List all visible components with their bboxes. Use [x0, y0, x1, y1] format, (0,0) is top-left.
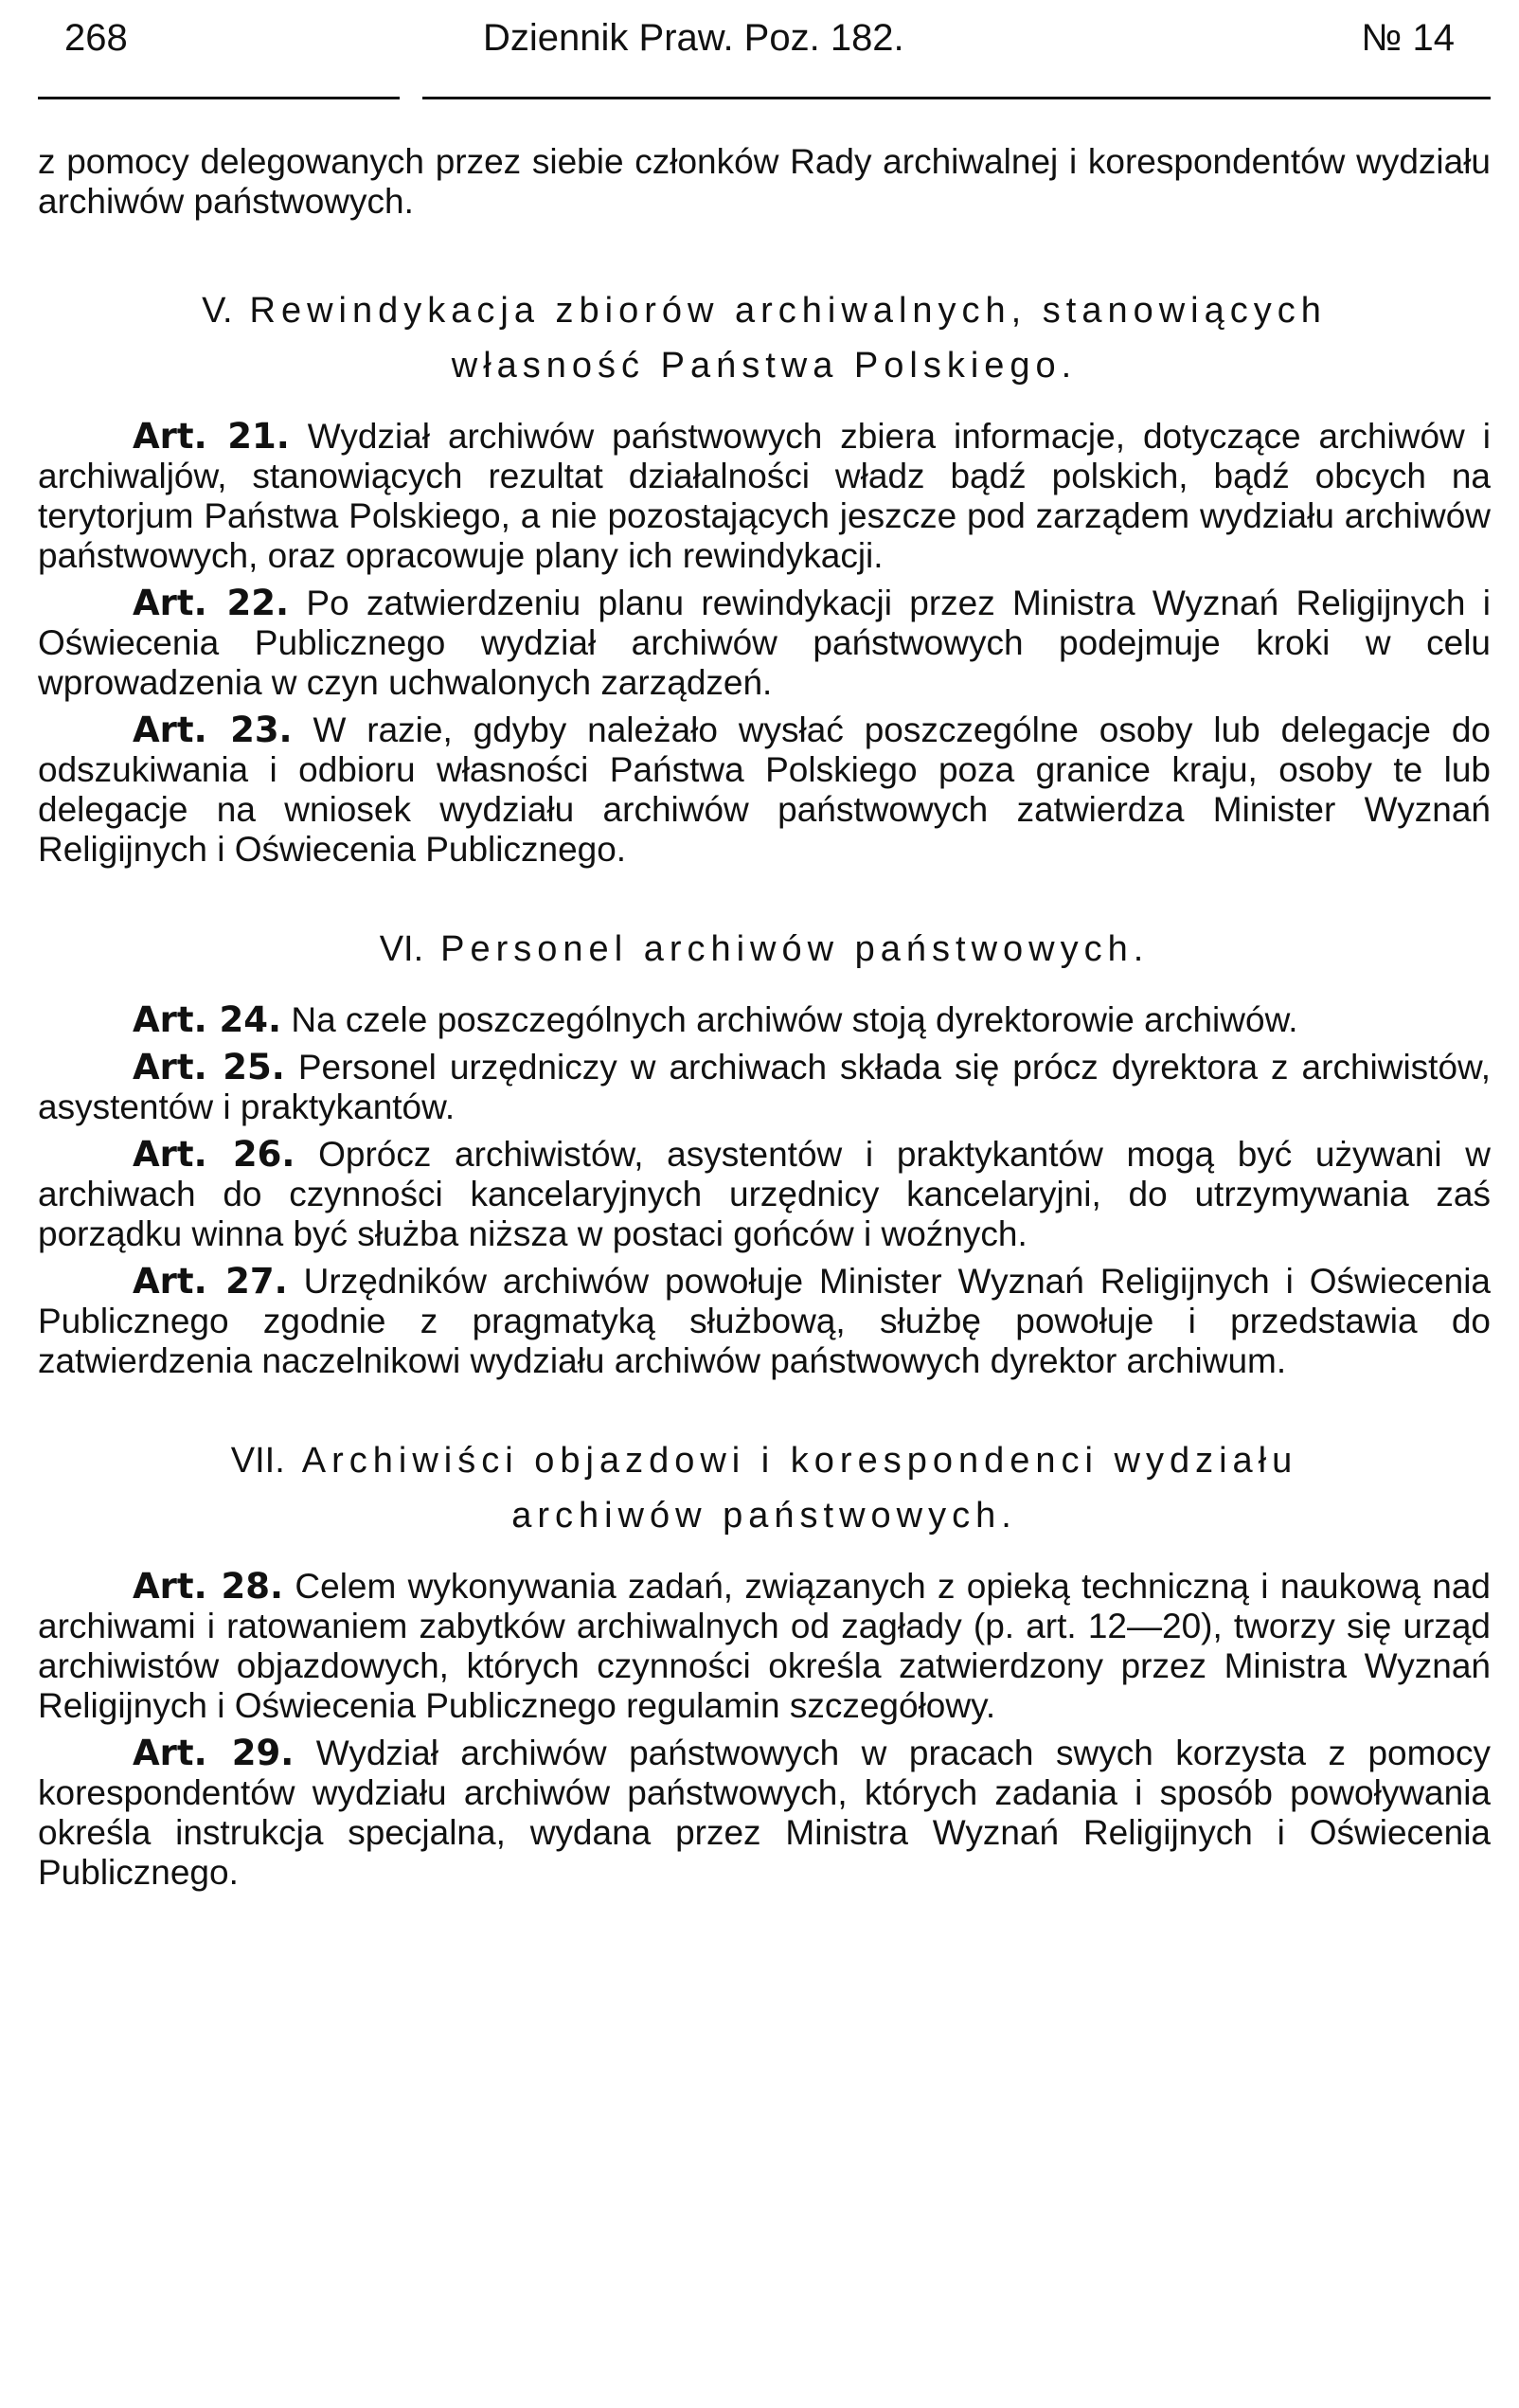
section-title-line2: własność Państwa Polskiego.	[451, 346, 1078, 386]
article-text: Wydział archiwów państwowych zbiera informacje, dotyczące archiwów i archiwaljów, stanowiących rezultat działalności władz bądź polskich, bądź obcych na terytorjum Państwa Polskiego, a nie pozostających jeszcze pod zarządem wydziału archiwów państwowych, oraz opracowuje plany ich rewindykacji.	[38, 417, 1491, 575]
article-29	[38, 1734, 1491, 1893]
article-label: Art. 28.	[133, 1566, 284, 1607]
body-text	[38, 142, 1491, 1900]
article-label: Art. 21.	[133, 416, 290, 457]
page-number: 268	[64, 17, 128, 59]
intro-paragraph: z pomocy delegowanych przez siebie członków Rady archiwalnej i korespondentów wydziału archiwów państwowych.	[38, 142, 1491, 221]
article-text: Urzędników archiwów powołuje Minister Wyznań Religijnych i Oświecenia Publicznego zgodnie z pragmatyką służbową, służbę powołuje i przedstawia do zatwierdzenia naczelnikowi wydziału archiwów państwowych dyrektor archiwum.	[38, 1262, 1491, 1380]
section-heading-vi	[38, 926, 1491, 972]
article-label: Art. 29.	[133, 1733, 295, 1773]
journal-title: Dziennik Praw. Poz. 182.	[483, 17, 904, 59]
article-text: Po zatwierdzeniu planu rewindykacji przez Ministra Wyznań Religijnych i Oświecenia Publicznego wydział archiwów państwowych podejmuje kroki w celu wprowadzenia w czyn uchwalonych zarządzeń.	[38, 584, 1491, 702]
article-text: Wydział archiwów państwowych w pracach swych korzysta z pomocy korespondentów wydziału archiwów państwowych, których zadania i sposób powoływania określa instrukcja specjalna, wydana przez Ministra Wyznań Religijnych i Oświecenia Publicznego.	[38, 1734, 1491, 1892]
section-roman: VI.	[379, 929, 424, 969]
issue-number: № 14	[1361, 17, 1455, 59]
section-title-line1: Personel archiwów państwowych.	[440, 929, 1150, 969]
article-24	[38, 1000, 1491, 1040]
section-heading-v	[38, 288, 1491, 388]
article-label: Art. 24.	[133, 999, 282, 1040]
article-22	[38, 584, 1491, 703]
page-header	[38, 11, 1468, 64]
article-label: Art. 26.	[133, 1134, 295, 1175]
article-label: Art. 27.	[133, 1261, 288, 1302]
article-text: Na czele poszczególnych archiwów stoją dyrektorowie archiwów.	[291, 1000, 1298, 1039]
section-title-line2: archiwów państwowych.	[511, 1496, 1017, 1536]
article-text: Celem wykonywania zadań, związanych z opieką techniczną i naukową nad archiwami i ratowaniem zabytków archiwalnych od zagłady (p. art. 12—20), tworzy się urząd archiwistów objazdowych, których czynności określa zatwierdzony przez Ministra Wyznań Religijnych i Oświecenia Publicznego regulamin szczegółowy.	[38, 1567, 1491, 1725]
article-26	[38, 1135, 1491, 1254]
section-roman: V.	[202, 291, 233, 331]
article-27	[38, 1262, 1491, 1381]
header-rule-left	[38, 97, 400, 99]
article-text: W razie, gdyby należało wysłać poszczególne osoby lub delegacje do odszukiwania i odbioru własności Państwa Polskiego poza granice kraju, osoby te lub delegacje na wniosek wydziału archiwów państwowych zatwierdza Minister Wyznań Religijnych i Oświecenia Publicznego.	[38, 710, 1492, 869]
article-21	[38, 417, 1491, 576]
header-rule-right	[422, 97, 1491, 99]
section-heading-vii	[38, 1438, 1491, 1538]
article-25	[38, 1048, 1491, 1127]
section-title-line1: Rewindykacja zbiorów archiwalnych, stanowiących	[249, 291, 1327, 331]
article-label: Art. 25.	[133, 1047, 285, 1087]
section-roman: VII.	[230, 1441, 285, 1481]
article-28	[38, 1567, 1491, 1726]
article-text: Personel urzędniczy w archiwach składa się prócz dyrektora z archiwistów, asystentów i praktykantów.	[38, 1048, 1492, 1126]
article-text: Oprócz archiwistów, asystentów i praktykantów mogą być używani w archiwach do czynności kancelaryjnych urzędnicy kancelaryjni, do utrzymywania zaś porządku winna być służba niższa w postaci gońców i woźnych.	[38, 1135, 1491, 1253]
article-23	[38, 710, 1491, 870]
article-label: Art. 22.	[133, 583, 290, 623]
section-title-line1: Archiwiści objazdowi i korespondenci wydziału	[301, 1441, 1298, 1481]
article-label: Art. 23.	[133, 710, 293, 750]
